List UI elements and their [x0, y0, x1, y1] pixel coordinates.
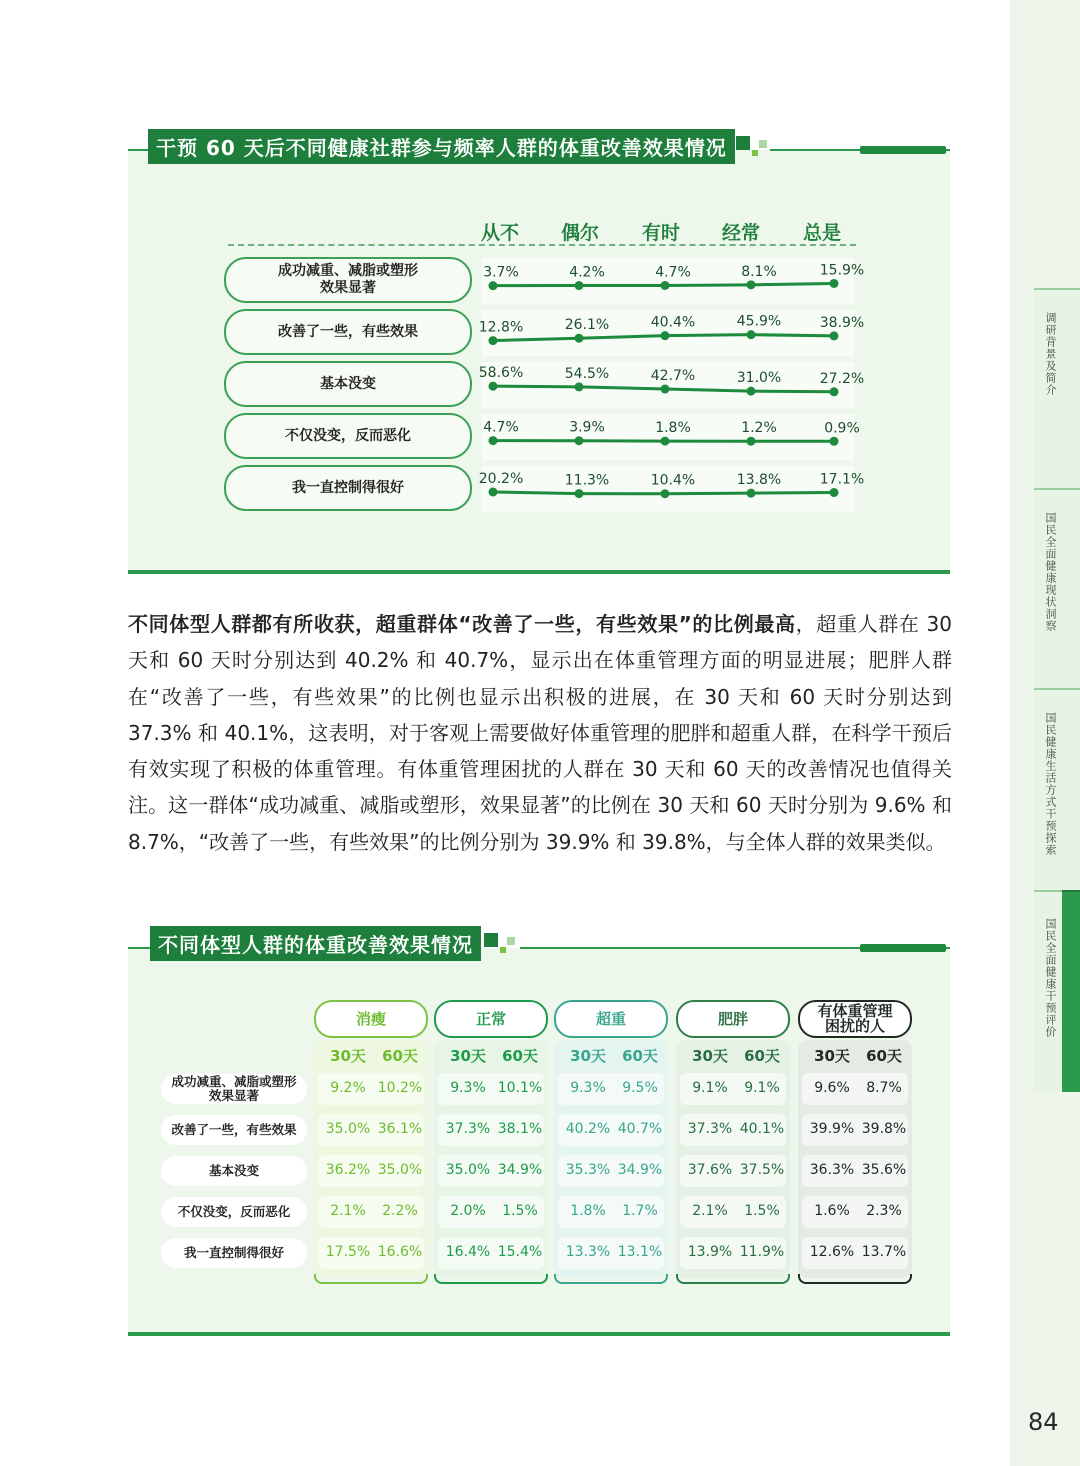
data-label: 17.1%	[819, 471, 865, 488]
table-row-label: 成功减重、减脂或塑形 效果显著	[161, 1074, 307, 1104]
chart1-title: 干预 60 天后不同健康社群参与频率人群的体重改善效果情况	[148, 129, 735, 164]
side-tab-label: 调研背景及简介	[1044, 312, 1057, 396]
table-cell: 16.6%	[377, 1244, 423, 1260]
table-cell: 39.9%	[809, 1121, 855, 1137]
table-cell: 13.7%	[861, 1244, 907, 1260]
table-cell: 35.0%	[377, 1162, 423, 1178]
sub-header: 60天	[382, 1047, 418, 1065]
data-point	[830, 331, 839, 340]
panel-top-bar	[860, 146, 946, 154]
panel-top-line	[128, 149, 150, 151]
sub-header: 60天	[502, 1047, 538, 1065]
table-cell: 1.5%	[502, 1203, 538, 1219]
table-cell: 2.0%	[450, 1203, 486, 1219]
table-cell: 13.1%	[617, 1244, 663, 1260]
data-point	[830, 488, 839, 497]
column-header: 有时	[641, 222, 680, 244]
sub-header: 60天	[866, 1047, 902, 1065]
paragraph-bold-lead: 不同体型人群都有所收获，超重群体“改善了一些，有些效果”的比例最高	[128, 612, 796, 636]
table-cell: 35.0%	[325, 1121, 371, 1137]
data-label: 26.1%	[564, 317, 610, 334]
table-cell: 2.3%	[866, 1203, 902, 1219]
data-label: 1.8%	[655, 420, 691, 437]
column-header: 经常	[721, 222, 760, 244]
data-label: 4.7%	[655, 264, 691, 281]
table-cell: 11.9%	[739, 1244, 785, 1260]
data-label: 4.2%	[569, 264, 605, 281]
table-cell: 35.3%	[565, 1162, 611, 1178]
table-cell: 1.7%	[622, 1203, 658, 1219]
side-tab-label: 国民全面健康现状洞察	[1044, 512, 1057, 632]
header-divider	[228, 244, 856, 246]
data-point	[575, 382, 584, 391]
table-cell: 37.3%	[687, 1121, 733, 1137]
title-square-icon	[484, 933, 498, 947]
data-point	[830, 437, 839, 446]
table-cell: 8.7%	[866, 1080, 902, 1096]
data-point	[661, 385, 670, 394]
data-point	[489, 281, 498, 290]
data-label: 27.2%	[819, 370, 865, 387]
data-label: 15.9%	[819, 262, 865, 279]
table-cell: 2.1%	[692, 1203, 728, 1219]
table-cell: 35.0%	[445, 1162, 491, 1178]
row-label: 我一直控制得很好	[224, 465, 472, 511]
table2-title: 不同体型人群的体重改善效果情况	[150, 926, 481, 961]
data-point	[489, 336, 498, 345]
table-row-label: 改善了一些，有些效果	[161, 1115, 307, 1145]
title-square-icon	[507, 937, 515, 945]
table-cell: 39.8%	[861, 1121, 907, 1137]
column-header: 总是	[802, 222, 841, 244]
sub-header: 60天	[622, 1047, 658, 1065]
data-point	[661, 489, 670, 498]
data-point	[661, 281, 670, 290]
data-point	[489, 382, 498, 391]
table-cell: 17.5%	[325, 1244, 371, 1260]
data-label: 42.7%	[650, 368, 696, 385]
data-point	[575, 489, 584, 498]
page-number: 84	[1028, 1408, 1059, 1436]
table-cell: 40.7%	[617, 1121, 663, 1137]
table-cell: 36.3%	[809, 1162, 855, 1178]
group-header: 肥胖	[676, 1000, 790, 1038]
data-label: 11.3%	[564, 472, 610, 489]
sub-header: 30天	[450, 1047, 486, 1065]
table-cell: 2.2%	[382, 1203, 418, 1219]
table-cell: 9.3%	[570, 1080, 606, 1096]
data-label: 4.7%	[483, 419, 519, 436]
side-tab-4-active-marker	[1062, 890, 1080, 1092]
group-footer	[676, 1274, 790, 1284]
data-label: 40.4%	[650, 314, 696, 331]
table-cell: 37.5%	[739, 1162, 785, 1178]
group-footer	[434, 1274, 548, 1284]
data-point	[575, 281, 584, 290]
group-footer	[314, 1274, 428, 1284]
table-cell: 36.2%	[325, 1162, 371, 1178]
table-row-label: 基本没变	[161, 1156, 307, 1186]
data-label: 3.9%	[569, 419, 605, 436]
data-label: 12.8%	[478, 319, 524, 336]
group-footer	[554, 1274, 668, 1284]
data-point	[747, 489, 756, 498]
table-cell: 40.1%	[739, 1121, 785, 1137]
data-point	[575, 334, 584, 343]
data-point	[830, 279, 839, 288]
data-point	[747, 437, 756, 446]
table-cell: 9.3%	[450, 1080, 486, 1096]
data-label: 38.9%	[819, 314, 865, 331]
table-cell: 9.5%	[622, 1080, 658, 1096]
chart1-plot	[478, 255, 865, 515]
data-label: 58.6%	[478, 365, 524, 382]
data-label: 31.0%	[736, 370, 782, 387]
table-row-label: 不仅没变，反而恶化	[161, 1197, 307, 1227]
title-square-icon	[736, 136, 750, 150]
table-cell: 10.1%	[497, 1080, 543, 1096]
sub-header: 30天	[814, 1047, 850, 1065]
table-cell: 16.4%	[445, 1244, 491, 1260]
data-label: 20.2%	[478, 470, 524, 487]
table-cell: 1.8%	[570, 1203, 606, 1219]
table-cell: 13.9%	[687, 1244, 733, 1260]
table-cell: 1.5%	[744, 1203, 780, 1219]
row-label: 不仅没变，反而恶化	[224, 413, 472, 459]
group-header: 超重	[554, 1000, 668, 1038]
title-square-icon	[759, 140, 767, 148]
column-header: 偶尔	[560, 222, 599, 244]
data-label: 13.8%	[736, 472, 782, 489]
table-cell: 9.2%	[330, 1080, 366, 1096]
data-point	[661, 437, 670, 446]
title-square-icon	[500, 947, 506, 953]
table-cell: 10.2%	[377, 1080, 423, 1096]
data-label: 10.4%	[650, 472, 696, 489]
table-cell: 35.6%	[861, 1162, 907, 1178]
group-header: 有体重管理困扰的人	[798, 1000, 912, 1038]
table-cell: 36.1%	[377, 1121, 423, 1137]
title-square-icon	[752, 150, 758, 156]
row-label: 改善了一些，有些效果	[224, 309, 472, 355]
table-cell: 15.4%	[497, 1244, 543, 1260]
data-point	[489, 436, 498, 445]
table-row-label: 我一直控制得很好	[161, 1238, 307, 1268]
table-cell: 13.3%	[565, 1244, 611, 1260]
data-point	[747, 280, 756, 289]
group-header: 消瘦	[314, 1000, 428, 1038]
table-cell: 37.6%	[687, 1162, 733, 1178]
table-cell: 9.1%	[744, 1080, 780, 1096]
sub-header: 30天	[570, 1047, 606, 1065]
paragraph-text: ，超重人群在 30 天和 60 天时分别达到 40.2% 和 40.7%，显示出在体重管理方面的明显进展；肥胖人群在“改善了一些，有些效果”的比例也显示出积极的进展，在 30 天和 60 天时分别达到 37.3% 和 40.1%，这表明，对于客观上需要做好体重管理的肥胖和超重人群，在科学干预后有效实现了积极的体重管理。有体重管理困扰的人群在 30 天和 60 天的改善情况也值得关注。这一群体“成功减重、减脂或塑形，效果显著”的比例在 30 天和 60 天时分别为 9.6% 和 8.7%，“改善了一些，有些效果”的比例分别为 39.9% 和 39.8%，与全体人群的效果类似。	[128, 612, 952, 854]
group-header: 正常	[434, 1000, 548, 1038]
group-footer	[798, 1274, 912, 1284]
sub-header: 30天	[330, 1047, 366, 1065]
data-label: 8.1%	[741, 263, 777, 280]
side-tab-label: 国民全面健康干预评价	[1044, 918, 1057, 1038]
table-cell: 34.9%	[617, 1162, 663, 1178]
column-header: 从不	[480, 222, 519, 244]
row-label: 成功减重、减脂或塑形 效果显著	[224, 257, 472, 303]
sub-header: 30天	[692, 1047, 728, 1065]
table-cell: 12.6%	[809, 1244, 855, 1260]
data-point	[747, 330, 756, 339]
table-cell: 34.9%	[497, 1162, 543, 1178]
table-cell: 38.1%	[497, 1121, 543, 1137]
data-label: 1.2%	[741, 420, 777, 437]
panel-top-line	[128, 947, 150, 949]
data-label: 3.7%	[483, 264, 519, 281]
table-cell: 9.6%	[814, 1080, 850, 1096]
table-cell: 9.1%	[692, 1080, 728, 1096]
row-label: 基本没变	[224, 361, 472, 407]
data-label: 45.9%	[736, 313, 782, 330]
panel-top-bar	[860, 944, 946, 952]
table-cell: 37.3%	[445, 1121, 491, 1137]
table-cell: 40.2%	[565, 1121, 611, 1137]
side-tab-label: 国民健康生活方式干预探索	[1044, 712, 1057, 856]
data-point	[661, 331, 670, 340]
data-label: 54.5%	[564, 365, 610, 382]
sub-header: 60天	[744, 1047, 780, 1065]
data-point	[830, 387, 839, 396]
table-cell: 1.6%	[814, 1203, 850, 1219]
data-point	[489, 487, 498, 496]
table-cell: 2.1%	[330, 1203, 366, 1219]
body-paragraph	[128, 606, 952, 860]
data-point	[747, 387, 756, 396]
data-label: 0.9%	[824, 420, 860, 437]
data-point	[575, 436, 584, 445]
